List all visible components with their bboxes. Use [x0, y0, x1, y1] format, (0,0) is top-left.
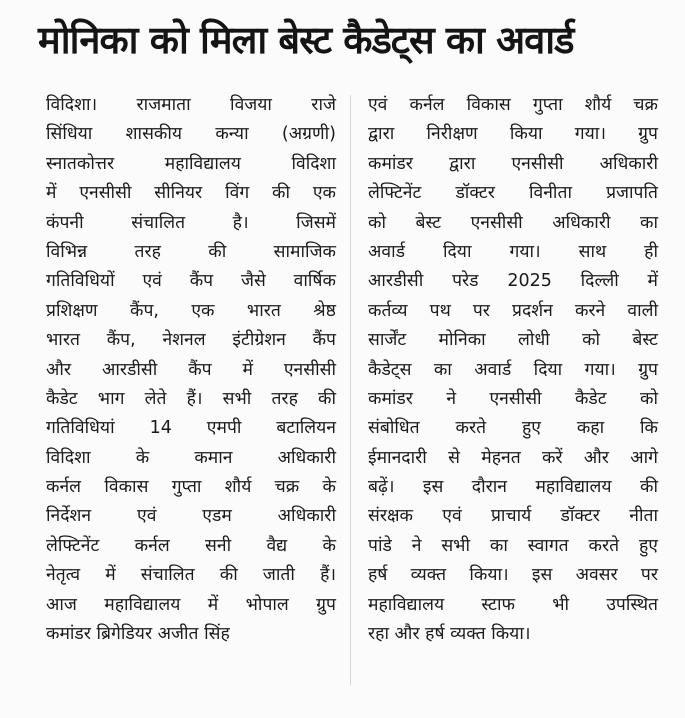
article-line: कैडेट भाग लेते हैं। सभी तरह की	[46, 388, 336, 409]
article-line: में एनसीसी सीनियर विंग की एक	[46, 183, 336, 204]
article-line: रहा और हर्ष व्यक्त किया।	[368, 624, 531, 645]
article-column-right	[368, 91, 658, 649]
article-line: हर्ष व्यक्त किया। इस अवसर पर	[368, 565, 658, 586]
article-line: कंपनी संचालित है। जिसमें	[46, 212, 336, 233]
article-line: स्नातकोत्तर महाविद्यालय विदिशा	[46, 153, 336, 174]
article-line: संबोधित करते हुए कहा कि	[368, 418, 658, 439]
article-line: ईमानदारी से मेहनत करें और आगे	[368, 447, 658, 468]
article-line: सार्जेंट मोनिका लोधी को बेस्ट	[368, 330, 658, 351]
article-line: अवार्ड दिया गया। साथ ही	[368, 241, 658, 262]
article-line: कर्तव्य पथ पर प्रदर्शन करने वाली	[368, 300, 658, 321]
article-line: सिंधिया शासकीय कन्या (अग्रणी)	[46, 124, 336, 145]
article-column-left	[46, 91, 336, 649]
article-line: नेतृत्व में संचालित की जाती हैं।	[46, 565, 336, 586]
column-divider	[350, 95, 351, 685]
article-line: कैडेट्स का अवार्ड दिया गया। ग्रुप	[368, 359, 658, 380]
article-line: विभिन्न तरह की सामाजिक	[46, 241, 336, 262]
article-line: गतिविधियों एवं कैंप जैसे वार्षिक	[46, 271, 336, 292]
article-line: भारत कैंप, नेशनल इंटीग्रेशन कैंप	[46, 330, 336, 351]
article-line: संरक्षक एवं प्राचार्य डॉक्टर नीता	[368, 506, 658, 527]
article-line: पांडे ने सभी का स्वागत करते हुए	[368, 535, 658, 556]
article-line: निर्देशन एवं एडम अधिकारी	[46, 506, 336, 527]
article-line: आज महाविद्यालय में भोपाल ग्रुप	[46, 594, 336, 615]
article-line: प्रशिक्षण कैंप, एक भारत श्रेष्ठ	[46, 300, 336, 321]
article-line: लेफ्टिनेंट डॉक्टर विनीता प्रजापति	[368, 183, 658, 204]
headline: मोनिका को मिला बेस्ट कैडेट्स का अवार्ड	[38, 18, 574, 62]
article-line: आरडीसी परेड 2025 दिल्ली में	[368, 271, 658, 292]
article-line: विदिशा के कमान अधिकारी	[46, 447, 336, 468]
article-line: कर्नल विकास गुप्ता शौर्य चक्र के	[46, 477, 336, 498]
article-line: विदिशा। राजमाता विजया राजे	[46, 95, 336, 115]
article-line: कमांडर ब्रिगेडियर अजीत सिंह	[46, 624, 230, 645]
article-line: को बेस्ट एनसीसी अधिकारी का	[368, 212, 658, 233]
article-line: कमांडर ने एनसीसी कैडेट को	[368, 388, 658, 409]
article-line: द्वारा निरीक्षण किया गया। ग्रुप	[368, 124, 658, 145]
article-line: बढ़ें। इस दौरान महाविद्यालय की	[368, 477, 658, 498]
article-line: कमांडर द्वारा एनसीसी अधिकारी	[368, 153, 658, 174]
article-line: एवं कर्नल विकास गुप्ता शौर्य चक्र	[368, 95, 658, 115]
article-line: गतिविधियां 14 एमपी बटालियन	[46, 418, 336, 439]
article-line: लेफ्टिनेंट कर्नल सनी वैद्य के	[46, 535, 336, 556]
article-line: महाविद्यालय स्टाफ भी उपस्थित	[368, 594, 658, 615]
article-line: और आरडीसी कैंप में एनसीसी	[46, 359, 336, 380]
